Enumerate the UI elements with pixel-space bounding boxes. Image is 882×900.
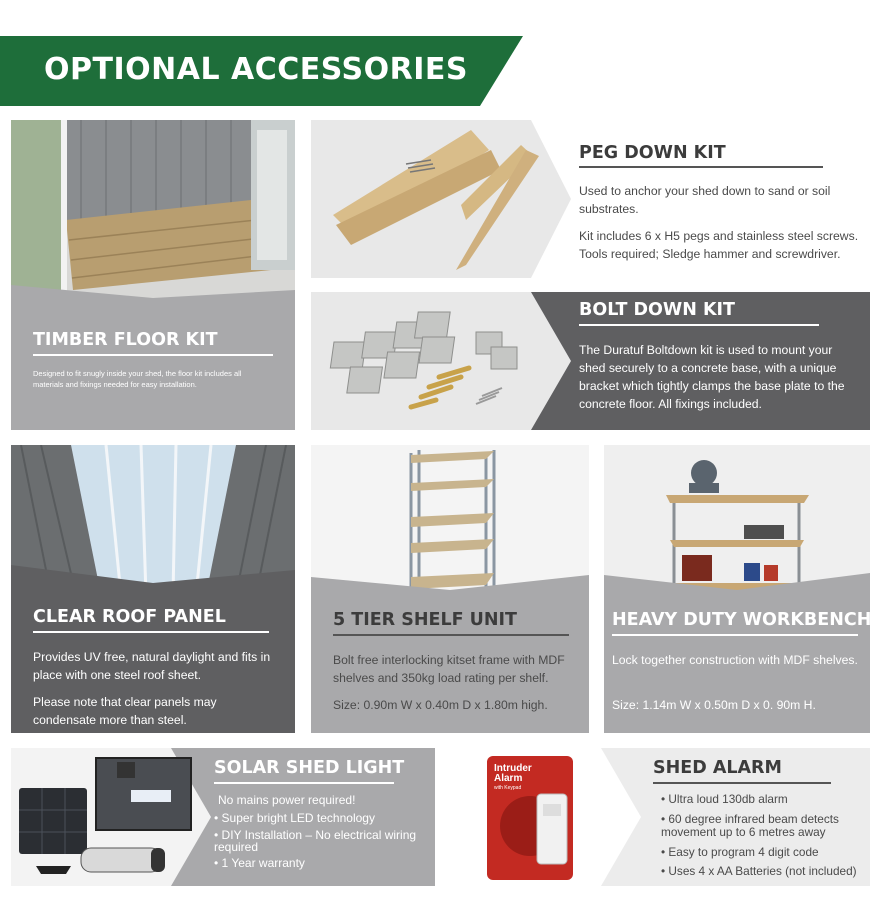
peg-down-kit-text (579, 182, 869, 272)
solar-light-rule (214, 782, 394, 784)
timber-floor-image (11, 120, 295, 310)
clear-roof-panel-rule (33, 631, 269, 633)
clear-roof-panel-image (11, 445, 295, 595)
bolt-down-kit-image (311, 292, 571, 430)
solar-light-title: SOLAR SHED LIGHT (214, 758, 405, 778)
workbench-paragraph-2: Size: 1.14m W x 0.50m D x 0. 90m H. (612, 698, 816, 712)
solar-light-item-1: No mains power required! (218, 793, 356, 807)
workbench-title: HEAVY DUTY WORKBENCH (612, 610, 872, 630)
alarm-package-sublabel: with Keypad (494, 785, 522, 791)
solar-light-item-4: • 1 Year warranty (214, 856, 305, 870)
shed-alarm-rule (653, 782, 831, 784)
shelf-unit-image (311, 445, 589, 605)
workbench-rule (612, 634, 858, 636)
shelf-unit-text (333, 651, 573, 723)
shelf-unit-title: 5 TIER SHELF UNIT (333, 610, 517, 630)
shed-alarm-image (451, 748, 641, 886)
peg-down-kit-paragraph-1: Used to anchor your shed down to sand or soil substrates. (579, 184, 831, 216)
page-title: OPTIONAL ACCESSORIES (44, 52, 468, 87)
solar-light-list (214, 793, 424, 874)
solar-light-image (11, 748, 211, 886)
alarm-package-label: Intruder Alarm (494, 763, 532, 784)
workbench-image (604, 445, 870, 605)
bolt-down-kit-description: The Duratuf Boltdown kit is used to mount your shed securely to a concrete base, with a unique bracket which tightly clamps the base plate to the concrete floor. All fixings included. (579, 343, 845, 411)
clear-roof-panel-title: CLEAR ROOF PANEL (33, 607, 226, 627)
shelf-unit-paragraph-1: Bolt free interlocking kitset frame with MDF shelves and 350kg load rating per shelf. (333, 653, 565, 685)
peg-down-kit-title: PEG DOWN KIT (579, 143, 726, 163)
solar-light-item-2: • Super bright LED technology (214, 811, 375, 825)
shed-alarm-title: SHED ALARM (653, 758, 782, 778)
shed-alarm-item-1: • Ultra loud 130db alarm (661, 792, 788, 806)
bolt-down-kit-title: BOLT DOWN KIT (579, 300, 735, 320)
shelf-unit-rule (333, 634, 569, 636)
bolt-down-kit-rule (579, 324, 819, 326)
clear-roof-panel-paragraph-1: Provides UV free, natural daylight and fits in place with one steel roof sheet. (33, 650, 271, 682)
workbench-text (612, 651, 862, 723)
timber-floor-kit-title: TIMBER FLOOR KIT (33, 330, 218, 350)
workbench-paragraph-1: Lock together construction with MDF shelves. (612, 653, 858, 667)
peg-down-kit-paragraph-2: Kit includes 6 x H5 pegs and stainless steel screws. Tools required; Sledge hammer and screwdriver. (579, 229, 859, 261)
shed-alarm-list (661, 792, 866, 882)
peg-down-kit-rule (579, 166, 823, 168)
timber-floor-kit-description: Designed to fit snugly inside your shed, the floor kit includes all materials and fixings needed for easy installation. (33, 369, 242, 389)
shed-alarm-item-4: • Uses 4 x AA Batteries (not included) (661, 864, 857, 878)
clear-roof-panel-paragraph-2: Please note that clear panels may condensate more than steel. (33, 695, 217, 727)
solar-light-item-3: • DIY Installation – No electrical wiring required (214, 828, 417, 854)
timber-floor-kit-rule (33, 354, 273, 356)
peg-down-kit-image (311, 120, 571, 278)
shelf-unit-paragraph-2: Size: 0.90m W x 0.40m D x 1.80m high. (333, 698, 548, 712)
clear-roof-panel-text (33, 648, 278, 738)
shed-alarm-item-3: • Easy to program 4 digit code (661, 845, 819, 859)
shed-alarm-item-2: • 60 degree infrared beam detects movement up to 6 metres away (661, 812, 839, 839)
